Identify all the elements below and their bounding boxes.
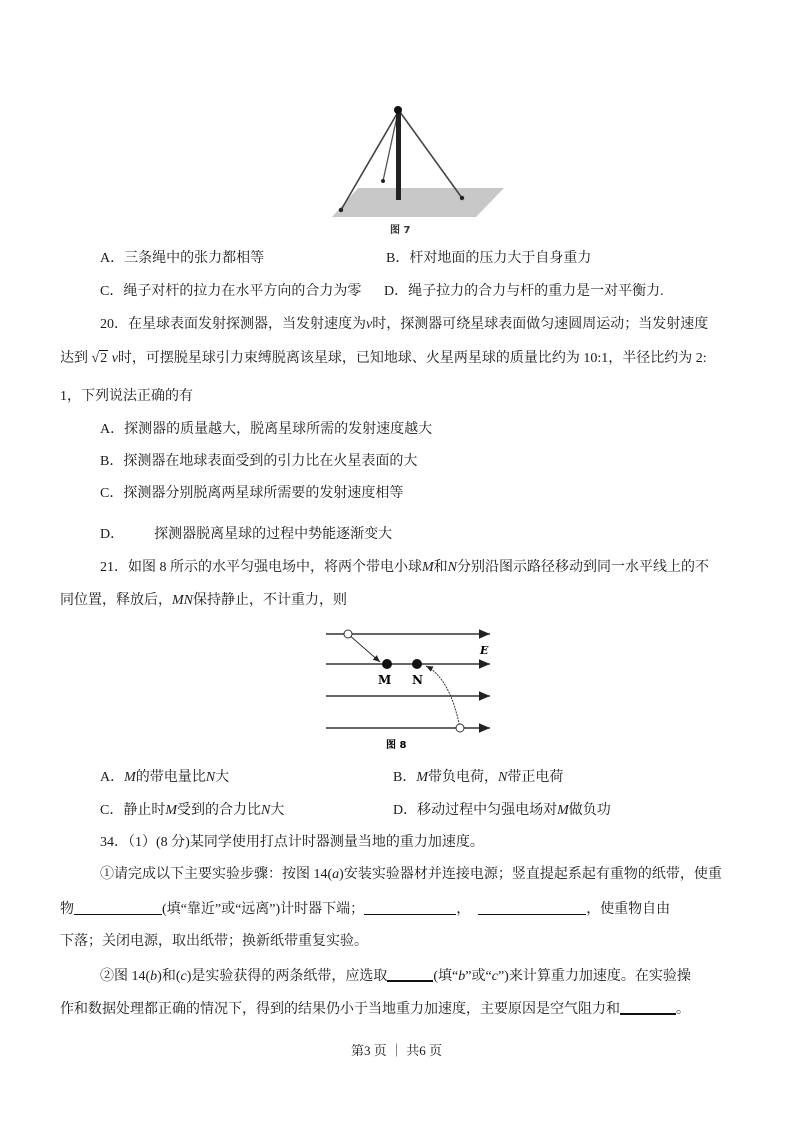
q34-step1-line-1 — [100, 866, 722, 884]
option-text: 探测器分别脱离两星球所需要的发射速度相等 — [123, 486, 404, 501]
option-label: D． — [384, 284, 409, 299]
q20-option-d — [100, 526, 392, 544]
var-c: c — [180, 969, 187, 984]
figure-8-caption: 图 8 — [386, 740, 407, 751]
q21-stem-line-2 — [60, 592, 347, 610]
text: 带负电荷， — [428, 770, 499, 785]
var-b: b — [458, 969, 466, 984]
ball-m-label: M — [378, 673, 392, 687]
q21-stem-line-1 — [100, 559, 709, 577]
answer-blank-2[interactable] — [364, 900, 456, 915]
text: 分别沿图示路径移动到同一水平线上的不 — [457, 560, 710, 575]
path-n — [426, 666, 460, 728]
var-v: v — [366, 317, 373, 332]
figure-7-caption: 图 7 — [390, 225, 411, 236]
field-label-e: E — [480, 644, 489, 657]
option-text: 绳子拉力的合力与杆的重力是一对平衡力. — [408, 284, 664, 299]
text: 移动过程中匀强电场对 — [417, 803, 558, 818]
text: 1，下列说法正确的有 — [60, 389, 193, 404]
answer-blank-5[interactable] — [620, 999, 676, 1015]
q34-title — [100, 834, 484, 852]
text: 时，探测器可绕星球表面做匀速圆周运动；当发射速度 — [372, 317, 709, 332]
var-n: N — [261, 803, 271, 818]
text: 达到 — [60, 351, 88, 366]
text: ①请完成以下主要实验步骤：按图 14( — [100, 867, 333, 882]
q19-option-c — [100, 283, 361, 301]
var-m: M — [416, 770, 429, 785]
ground-plane — [332, 188, 504, 217]
var-c: c — [491, 969, 498, 984]
option-text: 探测器的质量越大，脱离星球所需的发射速度越大 — [124, 422, 433, 437]
var-n: N — [447, 560, 458, 575]
text: 21．如图 8 所示的水平匀强电场中，将两个带电小球 — [100, 560, 422, 575]
page-footer: 第3 页 ｜ 共6 页 — [350, 1043, 442, 1058]
q20-option-c — [100, 485, 403, 503]
figure-7 — [318, 100, 508, 235]
text: 同位置，释放后， — [60, 593, 172, 608]
figure-8 — [320, 618, 500, 758]
option-label: B． — [100, 454, 124, 469]
text: 做负功 — [568, 803, 611, 818]
option-label: C． — [100, 486, 124, 501]
start-m — [344, 630, 352, 638]
text: )和( — [157, 969, 181, 984]
q21-option-a — [100, 769, 229, 787]
var-mn: MN — [172, 593, 193, 608]
q21-option-b — [393, 769, 563, 787]
path-m — [348, 634, 380, 662]
answer-blank-1[interactable] — [74, 900, 162, 915]
var-n: N — [205, 770, 216, 785]
option-label: D． — [100, 527, 125, 542]
text: 下落；关闭电源，取出纸带；换新纸带重复实验。 — [60, 934, 368, 949]
pole — [396, 112, 401, 200]
q34-step2-line-1 — [100, 966, 691, 986]
var-v: v — [111, 351, 118, 366]
var-m: M — [124, 770, 136, 785]
option-text: 探测器脱离星球的过程中势能逐渐变大 — [154, 527, 393, 542]
q34-step2-line-2 — [60, 999, 690, 1019]
text: 的带电量比 — [135, 770, 206, 785]
text: (填“ — [433, 969, 459, 984]
option-label: A． — [100, 770, 125, 785]
text: 34．（1）(8 分)某同学使用打点计时器测量当地的重力加速度。 — [100, 835, 484, 850]
text: 20．在星球表面发射探测器，当发射速度为 — [100, 317, 366, 332]
var-m: M — [422, 560, 434, 575]
text: ②图 14( — [100, 969, 151, 984]
start-n — [456, 724, 464, 732]
q20-stem-line-1 — [100, 316, 708, 334]
q20-stem-line-2 — [60, 350, 707, 368]
answer-blank-3[interactable] — [478, 900, 586, 915]
text: 。 — [676, 1002, 690, 1017]
q19-option-b — [386, 250, 591, 268]
option-text: 探测器在地球表面受到的引力比在火星表面的大 — [123, 454, 418, 469]
ball-n-label: N — [412, 673, 423, 687]
text: ”)来计算重力加速度。在实验操 — [497, 969, 691, 984]
var-n: N — [498, 770, 508, 785]
sqrt-expression: √2 — [91, 351, 108, 366]
option-text: 三条绳中的张力都相等 — [124, 251, 265, 266]
q19-option-d — [384, 283, 664, 301]
text: 作和数据处理都正确的情况下，得到的结果仍小于当地重力加速度，主要原因是空气阻力和 — [60, 1002, 620, 1017]
q19-option-a — [100, 250, 264, 268]
pole-top — [394, 106, 402, 114]
option-label: A． — [100, 251, 125, 266]
q20-stem-line-3 — [60, 388, 193, 406]
q21-option-d — [393, 802, 611, 820]
q34-step1-line-2 — [60, 900, 670, 919]
option-label: B． — [386, 251, 410, 266]
text: ，使重物自由 — [586, 902, 671, 917]
text: ”或“ — [465, 969, 492, 984]
sqrt-arg: 2 — [100, 351, 108, 366]
text: 带正电荷 — [507, 770, 564, 785]
option-label: A． — [100, 422, 125, 437]
text: ， — [456, 902, 471, 917]
text: )安装实验器材并连接电源；竖直提起系起有重物的纸带，使重 — [339, 867, 722, 882]
text: 时，可摆脱星球引力束缚脱离该星球，已知地球、火星两星球的质量比约为 10:1，半径比约为 2: — [117, 351, 707, 366]
rope-3 — [400, 112, 462, 198]
var-b: b — [150, 969, 158, 984]
text: )是实验获得的两条纸带，应选取 — [186, 969, 388, 984]
q21-option-c — [100, 802, 284, 820]
q34-step1-line-3 — [60, 933, 368, 951]
var-a: a — [332, 867, 340, 882]
rope-2 — [383, 112, 398, 181]
option-label: C． — [100, 284, 124, 299]
q20-option-a — [100, 421, 432, 439]
electric-field-diagram — [320, 618, 500, 758]
ball-m — [382, 659, 392, 669]
text: 受到的合力比 — [177, 803, 262, 818]
pole-with-ropes-diagram — [318, 100, 508, 235]
option-label: B． — [393, 770, 417, 785]
text: (填“靠近”或“远离”)计时器下端； — [162, 902, 365, 917]
text: 保持静止，不计重力，则 — [193, 593, 347, 608]
option-text: 杆对地面的压力大于自身重力 — [409, 251, 592, 266]
ball-n — [412, 659, 422, 669]
option-text: 绳子对杆的拉力在水平方向的合力为零 — [123, 284, 362, 299]
text: 大 — [270, 803, 285, 818]
q20-option-b — [100, 453, 417, 471]
option-label: C． — [100, 803, 124, 818]
text: 大 — [215, 770, 230, 785]
text: 物 — [60, 902, 74, 917]
answer-blank-4[interactable] — [387, 966, 433, 982]
var-m: M — [557, 803, 569, 818]
option-label: D． — [393, 803, 418, 818]
text: 和 — [433, 560, 448, 575]
text: 静止时 — [123, 803, 166, 818]
var-m: M — [165, 803, 178, 818]
